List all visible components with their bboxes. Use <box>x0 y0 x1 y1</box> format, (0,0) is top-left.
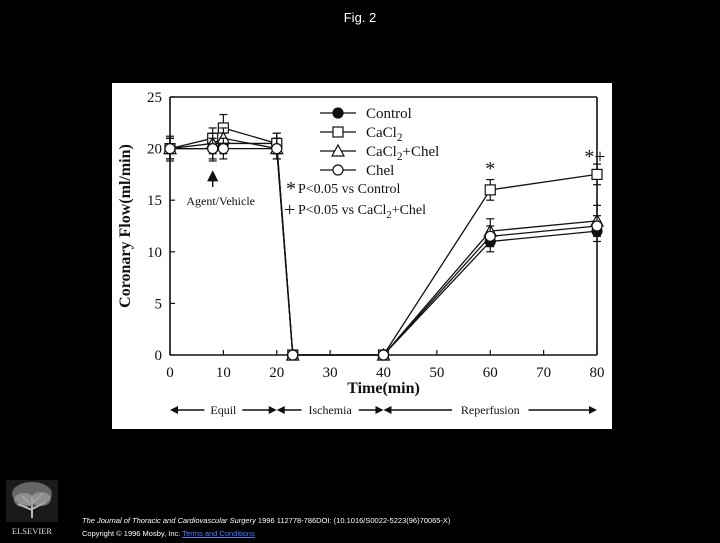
phase-1 <box>277 401 384 417</box>
legend-sig1-text: P<0.05 vs Control <box>298 182 401 197</box>
phase-arrow-left <box>170 406 178 414</box>
elsevier-tree-icon <box>4 478 60 538</box>
legend-label: CaCl$_2$ <box>366 125 403 144</box>
terms-link[interactable]: Terms and Conditions <box>182 529 255 538</box>
elsevier-logo <box>4 478 60 538</box>
y-tick-label: 5 <box>154 296 162 313</box>
y-tick-label: 20 <box>147 141 162 158</box>
x-tick-label: 80 <box>589 365 605 381</box>
data-point <box>218 144 228 154</box>
phase-arrow-right <box>376 406 384 414</box>
phase-arrow-right <box>589 406 597 414</box>
footer-copyright <box>82 529 255 538</box>
x-axis-label: Time(min) <box>347 380 420 397</box>
legend-marker <box>333 108 343 118</box>
phase-2 <box>384 401 598 417</box>
x-tick-label: 40 <box>376 365 391 381</box>
y-tick-label: 25 <box>147 90 162 106</box>
y-axis-label: Coronary Flow(ml/min) <box>117 144 134 308</box>
y-tick-label: 15 <box>147 193 162 210</box>
y-tick-label: 10 <box>147 244 162 261</box>
x-tick-label: 60 <box>482 365 498 381</box>
data-point <box>288 350 298 360</box>
phase-0 <box>170 401 277 417</box>
citation-doi: 1996 112778-786DOI: (10.1016/S0022-5223(96)70065-X) <box>255 516 451 525</box>
elsevier-wordmark: ELSEVIER <box>11 526 53 536</box>
footer-citation <box>82 516 450 525</box>
x-tick-label: 70 <box>536 365 552 381</box>
data-point <box>165 144 175 154</box>
page-title: Fig. 2 <box>343 10 377 25</box>
copyright-text: Copyright © 1996 Mosby, Inc. <box>82 529 181 538</box>
x-tick-label: 30 <box>322 365 338 381</box>
data-point <box>379 350 389 360</box>
data-point <box>592 169 602 179</box>
data-point <box>485 231 495 241</box>
legend-label: Control <box>366 106 412 122</box>
chart-phases <box>170 401 597 417</box>
data-point <box>208 144 218 154</box>
legend-sig2-text: P<0.05 vs CaCl$_2$+Chel <box>298 203 427 221</box>
x-tick-label: 50 <box>429 365 445 381</box>
series-line <box>170 149 597 355</box>
legend-marker <box>333 165 343 175</box>
agent-label: Agent/Vehicle <box>186 194 256 208</box>
legend-sig2-symbol: + <box>284 199 296 221</box>
phase-label: Reperfusion <box>460 403 520 417</box>
sig-marker-80: *+ <box>584 146 606 168</box>
data-point <box>592 221 602 231</box>
journal-name: The Journal of Thoracic and Cardiovascular Surgery <box>82 516 256 525</box>
sig-marker-60: * <box>485 158 496 180</box>
data-point <box>272 144 282 154</box>
x-tick-label: 0 <box>166 365 174 381</box>
phase-arrow-left <box>384 406 392 414</box>
data-point <box>485 185 495 195</box>
phase-arrow-right <box>269 406 277 414</box>
legend-label: Chel <box>366 163 395 179</box>
figure-panel <box>112 83 612 429</box>
coronary-flow-chart <box>112 83 612 429</box>
phase-label: Ischemia <box>308 403 352 417</box>
x-tick-label: 20 <box>269 365 285 381</box>
legend-label: CaCl$_2$+Chel <box>366 144 440 163</box>
chart-legend <box>284 106 439 221</box>
legend-marker <box>333 127 343 137</box>
legend-sig1-symbol: * <box>286 178 296 200</box>
chart-axes <box>117 90 605 397</box>
phase-arrow-left <box>277 406 285 414</box>
y-tick-label: 0 <box>154 348 162 364</box>
phase-label: Equil <box>210 403 237 417</box>
x-tick-label: 10 <box>215 365 231 381</box>
